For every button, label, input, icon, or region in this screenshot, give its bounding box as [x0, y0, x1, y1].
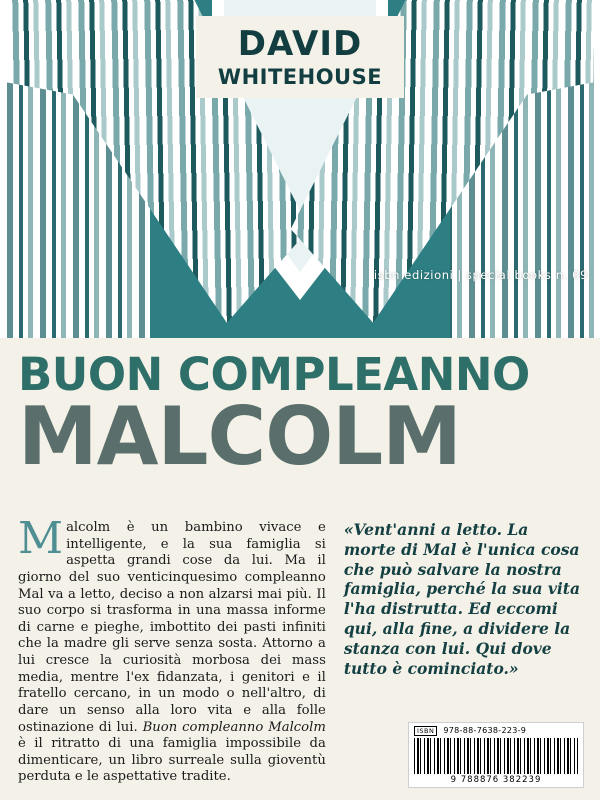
title-line-1: BUON COMPLEANNO [18, 348, 530, 401]
barcode-header [414, 726, 578, 736]
title-block [0, 338, 600, 483]
imprint-series: special books n. 09 [465, 268, 588, 282]
imprint-publisher: isbn edizioni [373, 268, 454, 282]
author-last-name: WHITEHOUSE [217, 64, 383, 89]
barcode-bars [414, 738, 578, 774]
blurb-dropcap: M [18, 513, 64, 564]
blurb-body: alcolm è un bambino vivace e intelligente, e la sua famiglia si aspetta grandi cose da lui. Ma il giorno del suo venticinquesimo compleanno Mal va a letto, deciso a non alzarsi mai più. Il suo corpo si trasforma in una massa informe di carne e pieghe, imbottito dei pasti infiniti che la madre gli serve senza sosta. Attorno a lui cresce la curiosità morbosa dei mass media, mentre l'ex fidanzata, i genitori e il fratello cercano, in un modo o nell'altro, di dare un senso alla loro vita e alla folle ostinazione di lui. [18, 520, 326, 735]
title-line-2: MALCOLM [18, 390, 461, 483]
blurb-book-title: Buon compleanno Malcolm [142, 719, 326, 735]
blurb-column [18, 513, 326, 786]
isbn-number: 978-88-7638-223-9 [443, 726, 527, 735]
isbn-label: ISBN [414, 726, 437, 736]
barcode [408, 722, 584, 788]
blurb-body-end: è il ritratto di una famiglia impossibile da dimenticare, un libro surreale sulla gioventù perduta e le aspettative tradite. [18, 736, 326, 785]
author-name-plate [196, 16, 404, 98]
barcode-digits: 9 788876 382239 [450, 775, 542, 785]
pull-quote-column: «Vent'anni a letto. La morte di Mal è l'unica cosa che può salvare la nostra famiglia, perché la sua vita l'ha distrutta. Ed eccomi qui, alla fine, a dividere la stanza con lui. Qui dove tutto è cominciato.» [343, 520, 580, 678]
imprint-line [374, 268, 588, 282]
imprint-separator: | [457, 268, 462, 282]
cover-artwork-shirt [0, 0, 600, 338]
author-first-name: DAVID [237, 23, 363, 64]
